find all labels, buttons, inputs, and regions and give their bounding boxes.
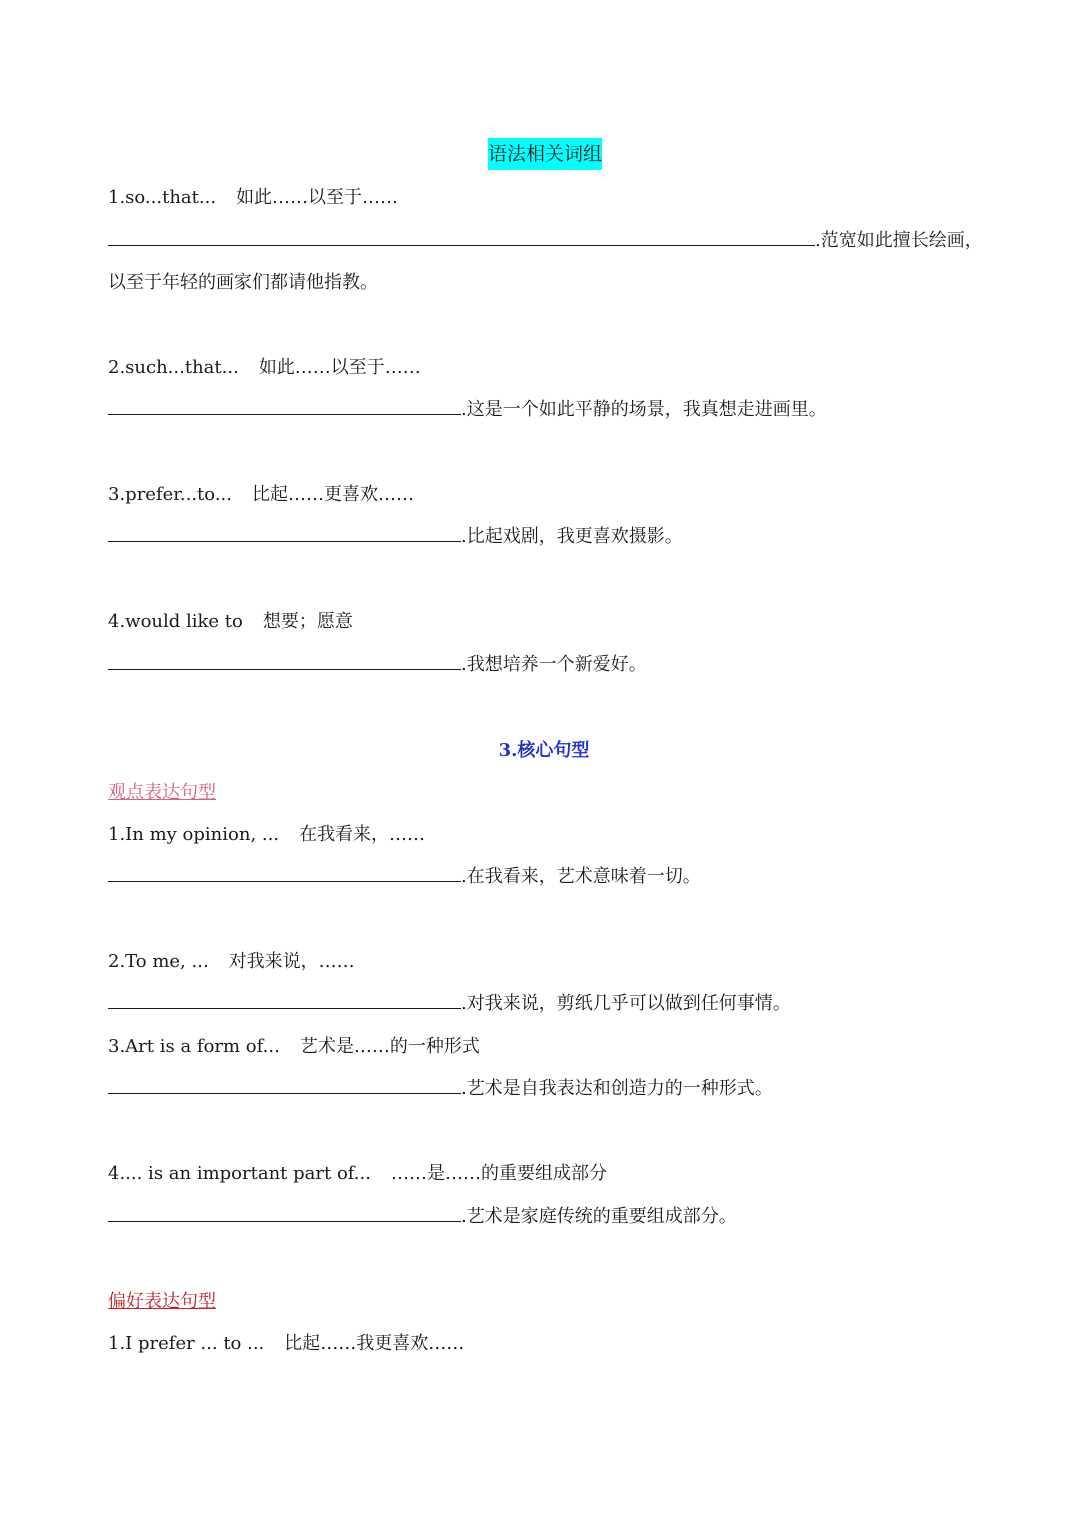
phrase-text: 3.Art is a form of... xyxy=(108,1036,280,1057)
answer-blank[interactable] xyxy=(108,1077,461,1094)
opinion-title: 观点表达句型 xyxy=(108,782,216,803)
phrase-text: 4.... is an important part of... xyxy=(108,1163,371,1184)
opinion-answer-4 xyxy=(108,1204,737,1230)
grammar-answer-1-cont xyxy=(108,270,378,296)
preference-title: 偏好表达句型 xyxy=(108,1291,216,1312)
phrase-meaning: 如此……以至于…… xyxy=(236,187,399,208)
grammar-phrase-3 xyxy=(108,482,414,508)
phrase-text: 2.such...that... xyxy=(108,357,239,378)
grammar-answer-1 xyxy=(108,228,983,254)
answer-hint: .我想培养一个新爱好。 xyxy=(461,654,647,675)
phrase-meaning: 比起……我更喜欢…… xyxy=(284,1333,465,1354)
phrase-meaning: 艺术是……的一种形式 xyxy=(299,1036,480,1057)
phrase-meaning: 在我看来，…… xyxy=(299,824,426,845)
answer-hint: .艺术是家庭传统的重要组成部分。 xyxy=(461,1206,737,1227)
answer-blank[interactable] xyxy=(108,865,461,882)
section-heading: 语法相关词组 xyxy=(488,138,602,170)
phrase-text: 1.I prefer ... to ... xyxy=(108,1333,265,1354)
answer-hint: .在我看来，艺术意味着一切。 xyxy=(461,866,701,887)
answer-blank[interactable] xyxy=(108,398,461,415)
phrase-text: 1.In my opinion, ... xyxy=(108,824,280,845)
opinion-answer-1 xyxy=(108,864,701,890)
phrase-meaning: 比起……更喜欢…… xyxy=(251,484,414,505)
phrase-text: 3.prefer...to... xyxy=(108,484,232,505)
grammar-phrase-1 xyxy=(108,185,398,211)
answer-hint: .对我来说，剪纸几乎可以做到任何事情。 xyxy=(461,993,791,1014)
grammar-answer-4 xyxy=(108,652,647,678)
answer-hint: .范宽如此擅长绘画， xyxy=(815,230,983,251)
phrase-meaning: ……是……的重要组成部分 xyxy=(390,1163,607,1184)
answer-hint: .这是一个如此平静的场景，我真想走进画里。 xyxy=(461,399,827,420)
phrase-text: 2.To me, ... xyxy=(108,951,209,972)
answer-hint: .比起戏剧，我更喜欢摄影。 xyxy=(461,526,683,547)
opinion-phrase-3 xyxy=(108,1034,480,1060)
preference-phrase-1 xyxy=(108,1331,464,1357)
opinion-answer-3 xyxy=(108,1076,773,1102)
phrase-text: 1.so...that... xyxy=(108,187,217,208)
opinion-answer-2 xyxy=(108,991,791,1017)
grammar-phrase-4 xyxy=(108,609,353,635)
answer-blank[interactable] xyxy=(108,229,815,246)
phrase-meaning: 如此……以至于…… xyxy=(258,357,421,378)
answer-blank[interactable] xyxy=(108,653,461,670)
answer-blank[interactable] xyxy=(108,1205,461,1222)
answer-blank[interactable] xyxy=(108,992,461,1009)
answer-hint: .艺术是自我表达和创造力的一种形式。 xyxy=(461,1078,773,1099)
phrase-meaning: 想要；愿意 xyxy=(262,611,353,632)
opinion-phrase-2 xyxy=(108,949,355,975)
grammar-answer-2 xyxy=(108,397,827,423)
phrase-meaning: 对我来说，…… xyxy=(228,951,355,972)
phrase-text: 4.would like to xyxy=(108,611,243,632)
answer-blank[interactable] xyxy=(108,525,461,542)
core-title: 3.核心句型 xyxy=(498,740,590,761)
opinion-phrase-4 xyxy=(108,1161,607,1187)
grammar-answer-3 xyxy=(108,524,683,550)
grammar-phrase-2 xyxy=(108,355,421,381)
answer-hint: 以至于年轻的画家们都请他指教。 xyxy=(108,272,378,293)
opinion-phrase-1 xyxy=(108,822,425,848)
